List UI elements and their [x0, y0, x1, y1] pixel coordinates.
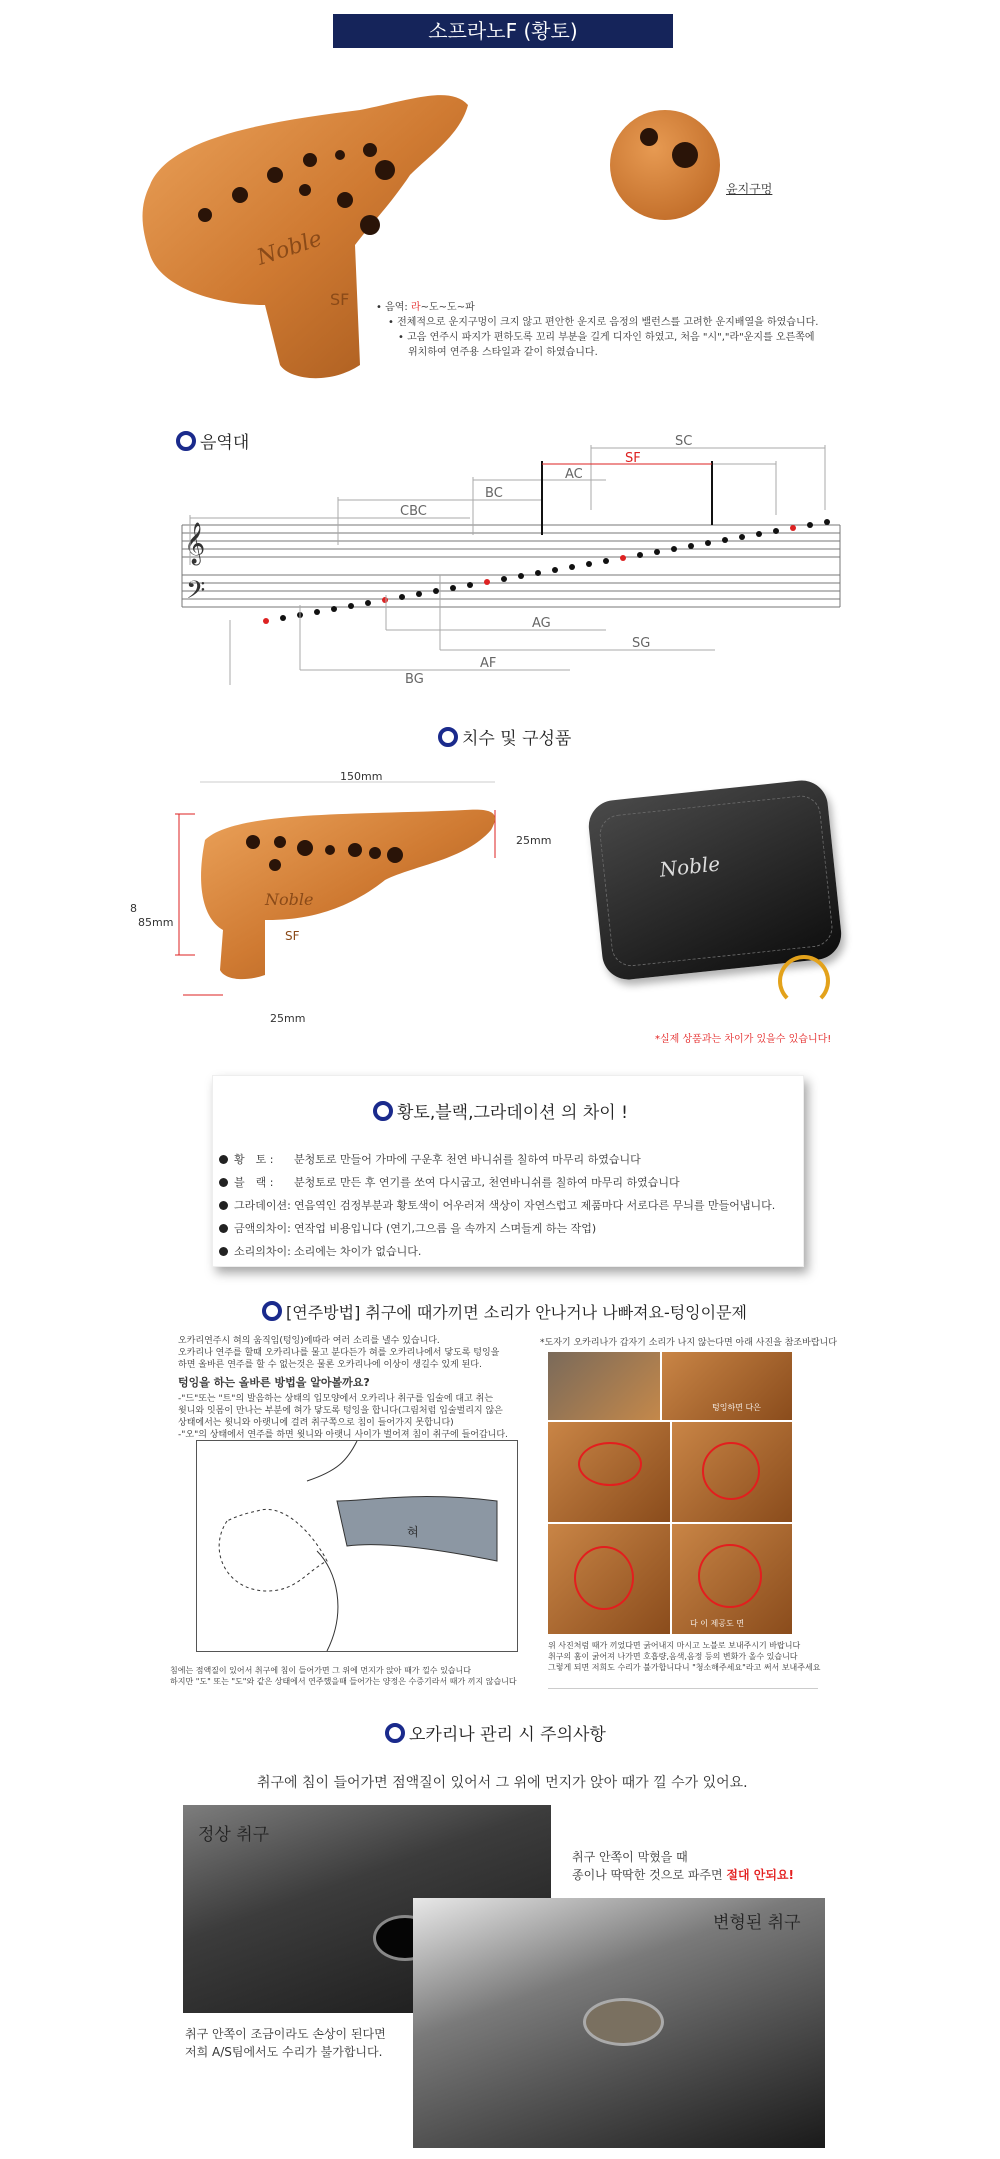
red-circle-mark — [702, 1442, 760, 1500]
model-engraving: SF — [330, 290, 350, 309]
dimension-ocarina-image — [165, 770, 535, 1010]
length-label: 150mm — [340, 770, 383, 783]
note-line: 위치하여 연주용 스타일과 같이 하였습니다. — [408, 347, 598, 358]
photo-caption: 다 이 제공도 면 — [690, 1619, 744, 1628]
page-title: 소프라노F (황토) — [333, 14, 673, 48]
photo-caption: 텅잉하면 다은 — [712, 1403, 761, 1412]
range-label-cbc: CBC — [400, 504, 427, 519]
range-note: • 음역: 라~도~도~파 — [376, 302, 475, 313]
mouth-diagram-svg — [197, 1441, 517, 1651]
red-circle-mark — [578, 1442, 642, 1486]
red-circle-mark — [574, 1546, 634, 1610]
range-label-sc: SC — [675, 434, 693, 449]
hero-notes — [376, 300, 936, 360]
photo-mid-right — [672, 1422, 792, 1522]
color-row: 금액의차이: 연작업 비용입니다 (연기,그으름 을 속까지 스며들게 하는 작업) — [219, 1217, 809, 1240]
treble-clef-icon: 𝄞 — [184, 523, 206, 564]
tonguing-left-footer: 침에는 점액질이 있어서 취구에 침이 들어가면 그 위에 먼지가 앉아 때가 낄수 있습니다 하지만 "도" 또는 "도"와 같은 상태에서 연주했을때 들어가는 양정은 수증기라서 때가 끼지 않습니다 — [170, 1666, 517, 1686]
tonguing-right-intro: *도자기 오카리나가 갑자기 소리가 나지 않는다면 아래 사진을 참조바랍니다 — [540, 1338, 837, 1348]
range-label-ag: AG — [532, 616, 551, 631]
dimension-section-title: 치수 및 구성품 — [438, 724, 571, 749]
height-prefix-label: 8 — [130, 902, 137, 915]
tonguing-section-title: [연주방법] 취구에 때가끼면 소리가 안나거나 나빠져요-텅잉이문제 — [262, 1300, 747, 1323]
bullet-icon — [219, 1247, 228, 1256]
range-chart — [170, 425, 850, 685]
tonguing-right-footer: 위 사진처럼 때가 끼었다면 굵어내지 마시고 노블로 보내주시기 바랍니다 취구의 홈이 굵어져 나가면 호흡량,음색,음정 등의 변화가 올수 있습니다 그렇게 되면 저희도 수리가 불가합니다니 "청소해주세요"라고 써서 보내주세요 — [548, 1641, 821, 1672]
color-row: 블 랙 : 분청토로 만든 후 연기를 쏘여 다시굽고, 천연바니쉬를 칠하여 마무리 하였습니다 — [219, 1171, 809, 1194]
color-section-title: 황토,블랙,그라데이션 의 차이 ! — [373, 1098, 628, 1123]
brand-engraving: Noble — [254, 226, 326, 271]
ring-icon — [373, 1101, 393, 1121]
bullet-icon — [219, 1224, 228, 1233]
deformed-label: 변형된 취구 — [713, 1913, 801, 1933]
color-row: 그라데이션: 연음역인 검정부분과 황토색이 어우러져 색상이 자연스럽고 제품마다 서로다른 무늬를 만들어냅니다. — [219, 1194, 809, 1217]
photo-top-right — [662, 1352, 792, 1420]
strap-image — [778, 955, 830, 1007]
photo-top-left — [548, 1352, 660, 1420]
brand-engraving: Noble — [265, 890, 314, 909]
note-line: • 전체적으로 운지구멍이 크지 않고 편안한 운지로 음정의 밸런스를 고려한 운지배열을 하였습니다. — [388, 317, 819, 328]
photo-grid — [548, 1352, 794, 1634]
ring-icon — [262, 1301, 282, 1321]
range-label-af: AF — [480, 656, 497, 671]
warning-text: 취구 안쪽이 막혔을 때 종이나 딱딱한 것으로 파주면 절대 안되요! — [572, 1850, 794, 1882]
case-brand: Noble — [658, 851, 722, 882]
deformed-mouthpiece-photo — [413, 1898, 825, 2148]
tonguing-heading: 텅잉을 하는 올바른 방법을 알아볼까요? — [178, 1376, 370, 1389]
notes-sequence — [263, 519, 830, 624]
height-label: 85mm — [138, 916, 174, 929]
care-intro: 취구에 침이 들어가면 점액질이 있어서 그 위에 먼지가 앉아 때가 낄 수가 있어요. — [257, 1775, 748, 1791]
normal-label: 정상 취구 — [198, 1825, 270, 1845]
range-label-sf: SF — [625, 451, 641, 466]
range-label-sg: SG — [632, 636, 651, 651]
bottom-note: 취구 안쪽이 조금이라도 손상이 된다면 저희 A/S팀에서도 수리가 불가합니다. — [185, 2027, 386, 2059]
tongue-label: 혀 — [407, 1525, 419, 1539]
bullet-icon — [219, 1201, 228, 1210]
case-image — [586, 778, 844, 982]
bullet-icon — [219, 1155, 228, 1164]
color-row: 소리의차이: 소리에는 차이가 없습니다. — [219, 1240, 809, 1263]
color-rows — [219, 1148, 809, 1263]
width-label: 25mm — [516, 834, 552, 847]
mouthpiece-detail — [610, 110, 720, 220]
disclaimer: *실제 상품과는 차이가 있을수 있습니다! — [655, 1034, 832, 1045]
red-circle-mark — [698, 1544, 762, 1608]
range-label-ac: AC — [565, 467, 583, 482]
section-divider — [548, 1688, 818, 1689]
range-svg — [170, 425, 850, 685]
range-label-bc: BC — [485, 486, 503, 501]
case-zipper — [598, 794, 835, 968]
ring-icon — [385, 1723, 405, 1743]
photo-mid-left — [548, 1422, 670, 1522]
mouth-diagram — [196, 1440, 518, 1652]
model-engraving: SF — [285, 929, 300, 943]
color-difference-box — [212, 1075, 804, 1267]
range-section-title: 음역대 — [176, 428, 249, 453]
detail-label: 윤지구멍 — [726, 182, 773, 196]
bullet-icon — [219, 1178, 228, 1187]
mouthpiece-hole — [583, 1998, 664, 2046]
color-row: 황 토 : 분청토로 만들어 가마에 구운후 천연 바니쉬를 칠하여 마무리 하였습니다 — [219, 1148, 809, 1171]
note-line: • 고음 연주시 파지가 편하도록 꼬리 부분을 길게 디자인 하였고, 처음 "시","라"운지를 오른쪽에 — [398, 332, 815, 343]
care-section-title: 오카리나 관리 시 주의사항 — [385, 1720, 606, 1745]
photo-bottom-left — [548, 1524, 670, 1634]
range-label-bg: BG — [405, 672, 424, 685]
dimension-illustration — [165, 770, 535, 1010]
ring-icon — [438, 727, 458, 747]
tonguing-left-text: 오카리연주시 혀의 움직임(텅잉)에따라 여러 소리를 낼수 있습니다. 오카리나 연주를 할때 오카리나를 물고 분다든가 혀를 오카리나에서 닿도록 텅잉을 하면 올바른 연주를 할 수 없는것은 물론 오카리나에 이상이 생길수 있게 된다. 텅잉을 하는 올바른 방법을 알아볼까요? -"드"또는 "트"의 발음하는 상태의 입모양에서 오카리나 취구를 입술에 대고 취는 윗니와 잇몸이 만나는 부분에 혀가 닿도록 텅잉을 합니다(그림처럼 입술벌리지 않은 상태에서는 윗니와 아랫니에 걸려 취구쪽으로 침이 들어가지 못합니다) -"오"의 상태에서 연주를 하면 윗니와 아랫니 사이가 벌어져 침이 취구에 들어갑니다. — [178, 1335, 538, 1441]
tail-label: 25mm — [270, 1012, 306, 1025]
photo-bottom-right — [672, 1524, 792, 1634]
bass-clef-icon: 𝄢 — [186, 576, 206, 611]
